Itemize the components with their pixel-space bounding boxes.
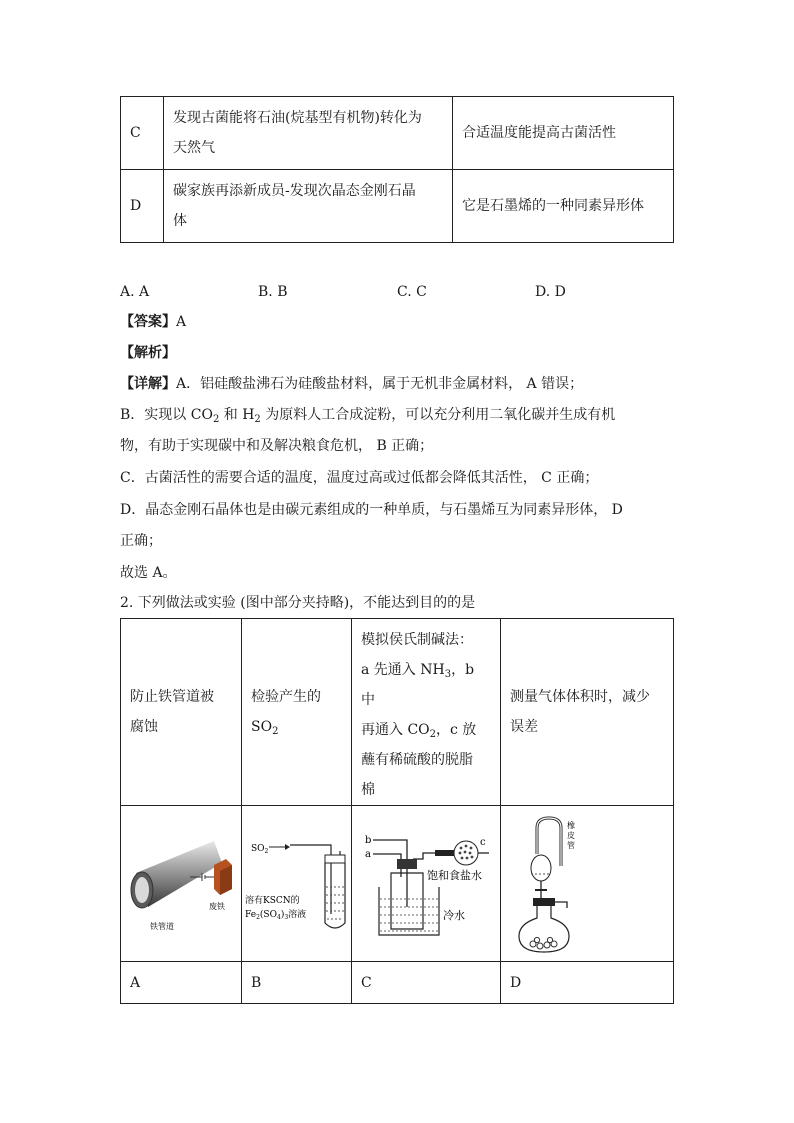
stopper <box>325 855 345 863</box>
label-cold-water: 冷水 <box>443 908 465 922</box>
table-row <box>121 806 674 962</box>
row-label: C <box>121 97 164 170</box>
detail-conclusion: 故选 A。 <box>120 565 177 581</box>
label-pipe: 铁管道 <box>150 921 174 931</box>
label-rubber-3: 管 <box>567 840 575 850</box>
desc-b: 检验产生的 $SO_2$ <box>242 619 352 806</box>
desc-c: 模拟侯氏制碱法： a 先通入 $NH_3$，b 中 再通入 $CO_2$，c 放 蘸有稀硫酸的脱脂 棉 <box>352 619 501 806</box>
question-2: 2. 下列做法或实验 (图中部分夹持略)，不能达到目的的是 <box>120 595 476 611</box>
option-c: C. C <box>397 284 427 300</box>
row-label: D <box>121 170 164 243</box>
test-tube-figure <box>243 829 351 939</box>
label-solution-1: 溶有KSCN的 <box>244 895 300 906</box>
detail-b-line2: 物，有助于实现碳中和及解决粮食危机， B 正确； <box>120 438 434 454</box>
answer-line: 【答案】A <box>120 314 187 330</box>
detail-a: 【详解】A．铝硅酸盐沸石为硅酸盐材料，属于无机非金属材料， A 错误； <box>120 376 584 392</box>
figure-label-b: B <box>242 962 352 1004</box>
table-row <box>121 619 674 806</box>
desc-a: 防止铁管道被 腐蚀 <box>121 619 242 806</box>
figure-a-cell <box>121 806 242 962</box>
bulb <box>454 841 478 865</box>
row-reason: 它是石墨烯的一种同素异形体 <box>453 170 674 243</box>
table-row <box>121 97 674 170</box>
detail-b-line1: B．实现以 $CO_2$ 和 $H_2$ 为原料人工合成淀粉，可以充分利用二氧化碳并生成有机 <box>120 407 616 425</box>
detail-c: C．古菌活性的需要合适的温度，温度过高或过低都会降低其活性， C 正确； <box>120 470 599 486</box>
detail-d-line1: D．晶态金刚石晶体也是由碳元素组成的一种单质，与石墨烯互为同素异形体， D <box>120 502 623 518</box>
figure-label-a: A <box>121 962 242 1004</box>
label-b: b <box>365 834 372 846</box>
figure-d-cell <box>501 806 674 962</box>
label-c: c <box>480 836 486 848</box>
row-item: 碳家族再添新成员-发现次晶态金刚石晶 体 <box>164 170 453 243</box>
dropping-funnel <box>531 855 551 881</box>
detail-d-line2: 正确； <box>120 533 162 549</box>
label-rubber-1: 橡 <box>567 820 575 830</box>
label-so2: $SO_2$ <box>250 843 268 855</box>
figure-label-d: D <box>501 962 674 1004</box>
label-scrap: 废铁 <box>209 901 225 911</box>
analysis-heading: 【解析】 <box>120 345 176 361</box>
label-rubber-2: 皮 <box>567 830 575 840</box>
flask-stopper <box>533 898 555 906</box>
experiments-table <box>120 618 674 1004</box>
figure-b-cell <box>242 806 352 962</box>
label-solution-2: $Fe_2(SO_4)_3$溶液 <box>244 909 306 921</box>
row-item: 发现古菌能将石油(烷基型有机物)转化为 天然气 <box>164 97 453 170</box>
options-table-continued <box>120 96 674 243</box>
table-row <box>121 962 674 1004</box>
option-a: A. A <box>120 284 150 300</box>
figure-label-c: C <box>352 962 501 1004</box>
drying-neck <box>435 850 455 856</box>
label-a: a <box>365 848 371 860</box>
figure-c-cell <box>352 806 501 962</box>
gas-volume-figure <box>509 814 589 954</box>
bottle-stopper <box>397 859 417 869</box>
row-reason: 合适温度能提高古菌活性 <box>453 97 674 170</box>
cold-bath <box>379 887 439 935</box>
pipe-hole <box>135 877 149 903</box>
table-row <box>121 170 674 243</box>
option-d: D. D <box>535 284 566 300</box>
label-saturated-brine: 饱和食盐水 <box>427 868 482 882</box>
desc-d: 测量气体体积时，减少 误差 <box>501 619 674 806</box>
pipe-figure <box>122 829 240 939</box>
solvay-figure <box>361 829 491 939</box>
option-b: B. B <box>258 284 288 300</box>
